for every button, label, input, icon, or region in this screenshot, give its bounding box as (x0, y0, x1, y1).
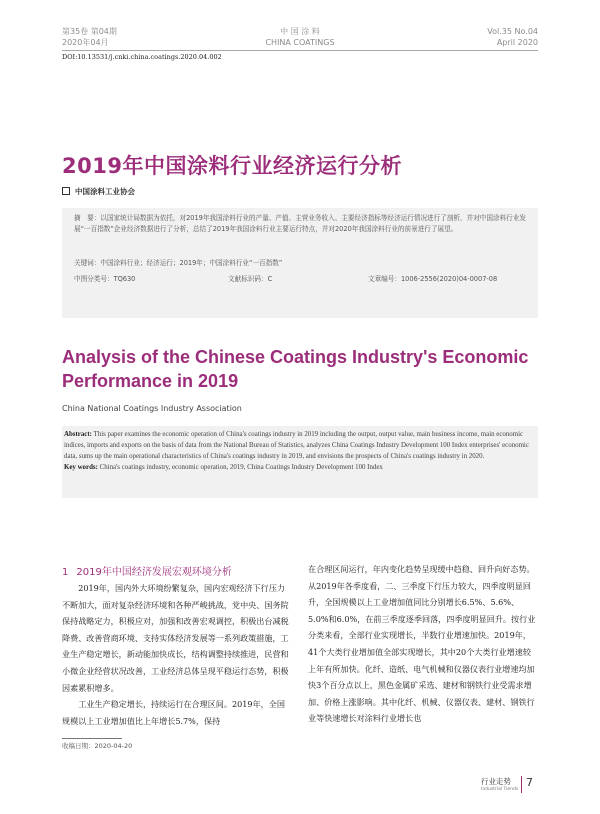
volume-issue-en: Vol.35 No.04 (487, 27, 538, 36)
body-column-right (308, 561, 538, 727)
article-no-value: 1006-2556(2020)04-0007-08 (400, 275, 498, 283)
author-en: China National Coatings Industry Association (62, 404, 242, 413)
article-title-en: Analysis of the Chinese Coatings Industry's Economic Performance in 2019 (62, 347, 529, 391)
abstract-en-label: Abstract: (64, 431, 92, 438)
body-column-left (62, 580, 292, 729)
journal-name-en: CHINA COATINGS (265, 38, 335, 47)
footer-section-cn: 行业走势 (481, 777, 511, 786)
section-heading (62, 563, 232, 578)
journal-volume-cn (62, 26, 117, 48)
footer-section-en: Industrial Trends (481, 787, 519, 792)
section-number: 1 (62, 567, 69, 578)
doi: DOI:10.13531/j.cnki.china.coatings.2020.04.002 (62, 53, 222, 61)
journal-name (230, 26, 370, 48)
abstract-cn-text: 以国家统计局数据为依托，对2019年我国涂料行业的产量、产值、主营业务收入、主要经济指标等经济运行情况进行了剖析，并对中国涂料行业发展“一百指数”企业经济数据进行了分析，总结了2019年我国涂料行业主要运行特点，并对2020年我国涂料行业的前景进行了展望。 (74, 214, 526, 233)
clc-value: TQ630 (113, 275, 136, 283)
received-value: 2020-04-20 (94, 742, 133, 750)
abstract-cn (74, 213, 529, 234)
document-code (228, 273, 272, 283)
footer-divider (521, 776, 522, 793)
header-divider (62, 50, 538, 51)
received-label: 收稿日期： (62, 742, 95, 750)
author-cn (62, 186, 135, 197)
received-date (62, 741, 132, 750)
issue-date-cn: 2020年04月 (62, 38, 109, 47)
journal-volume-en (438, 26, 538, 48)
keywords-en-label: Key words: (64, 463, 98, 471)
article-title-cn: 2019年中国涂料行业经济运行分析 (62, 154, 402, 178)
volume-issue-cn: 第35卷 第04期 (62, 27, 117, 36)
keywords-en-text: China's coatings industry, economic operation, 2019, China Coatings Industry Development 100 Index (99, 463, 383, 471)
abstract-cn-label: 摘 要： (74, 214, 101, 222)
issue-date-en: April 2020 (496, 38, 538, 47)
section-title: 2019年中国经济发展宏观环境分析 (76, 567, 232, 578)
square-bullet-icon (62, 187, 70, 195)
keywords-cn (74, 257, 529, 267)
clc-number (74, 273, 135, 283)
abstract-en-text: This paper examines the economic operation of China's coatings industry in 2019 including the output, output value, main business income, main economic indices, imports and exports on the basis of data from the National Bureau of Statistics, analyzes China Coatings Industry Development 100 Index enterprises' economic data, sums up the main operational characteristics of China's coatings industry in 2019, and envisions the prospects of China's coatings industry in 2020. (64, 431, 529, 460)
abstract-en (64, 430, 536, 474)
keywords-cn-text: 中国涂料行业；经济运行；2019年；中国涂料行业“一百指数” (100, 259, 283, 267)
keywords-cn-label: 关键词： (74, 259, 101, 267)
doc-code-value: C (267, 275, 273, 283)
keywords-en (64, 463, 536, 474)
body-paragraph: 2019年，国内外大环境纷繁复杂，国内宏观经济下行压力不断加大，面对复杂经济环境和各种严峻挑战，党中央、国务院保持战略定力，积极应对，加强和改善宏观调控，积极出台减税降费、改善营商环境、支持实体经济发展等一系列政策措施，工业生产稳定增长，新动能加快成长，结构调整持续推进，民营和小微企业经营状况改善，工业经济总体呈现平稳运行态势，积极因素累积增多。 (62, 583, 289, 693)
article-no-label: 文章编号： (368, 275, 401, 283)
journal-name-cn: 中 国 涂 料 (280, 27, 320, 36)
clc-label: 中图分类号： (74, 275, 114, 283)
doc-code-label: 文献标识码： (228, 275, 268, 283)
article-number (368, 273, 497, 283)
abstract-en-paragraph (64, 430, 536, 463)
body-paragraph: 在合理区间运行，年内变化趋势呈现缓中趋稳、回升向好态势。从2019年各季度看，二、三季度下行压力较大，四季度明显回升，全国规模以上工业增加值同比分别增长6.5%、5.6%、5.0%和6.0%，在前三季度逐季回落，四季度明显回升。按行业分类来看，全部行业实现增长，半数行业增速加快。2019年，41个大类行业增加值全部实现增长，其中20个大类行业增速较上年有所加快。化纤、造纸、电气机械和仪器仪表行业增速均加快3个百分点以上，黑色金属矿采选、建材和钢铁行业受需求增加、价格上涨影响。其中化纤、机械、仪器仪表、建材、钢铁行业等快速增长对涂料行业增长也 (308, 564, 536, 724)
footnote-divider (62, 738, 122, 739)
author-name-cn: 中国涂料工业协会 (75, 187, 135, 196)
page-number: 7 (526, 776, 533, 789)
body-paragraph: 工业生产稳定增长，持续运行在合理区间。2019年，全国规模以上工业增加值比上年增长5.7%，保持 (62, 699, 285, 726)
